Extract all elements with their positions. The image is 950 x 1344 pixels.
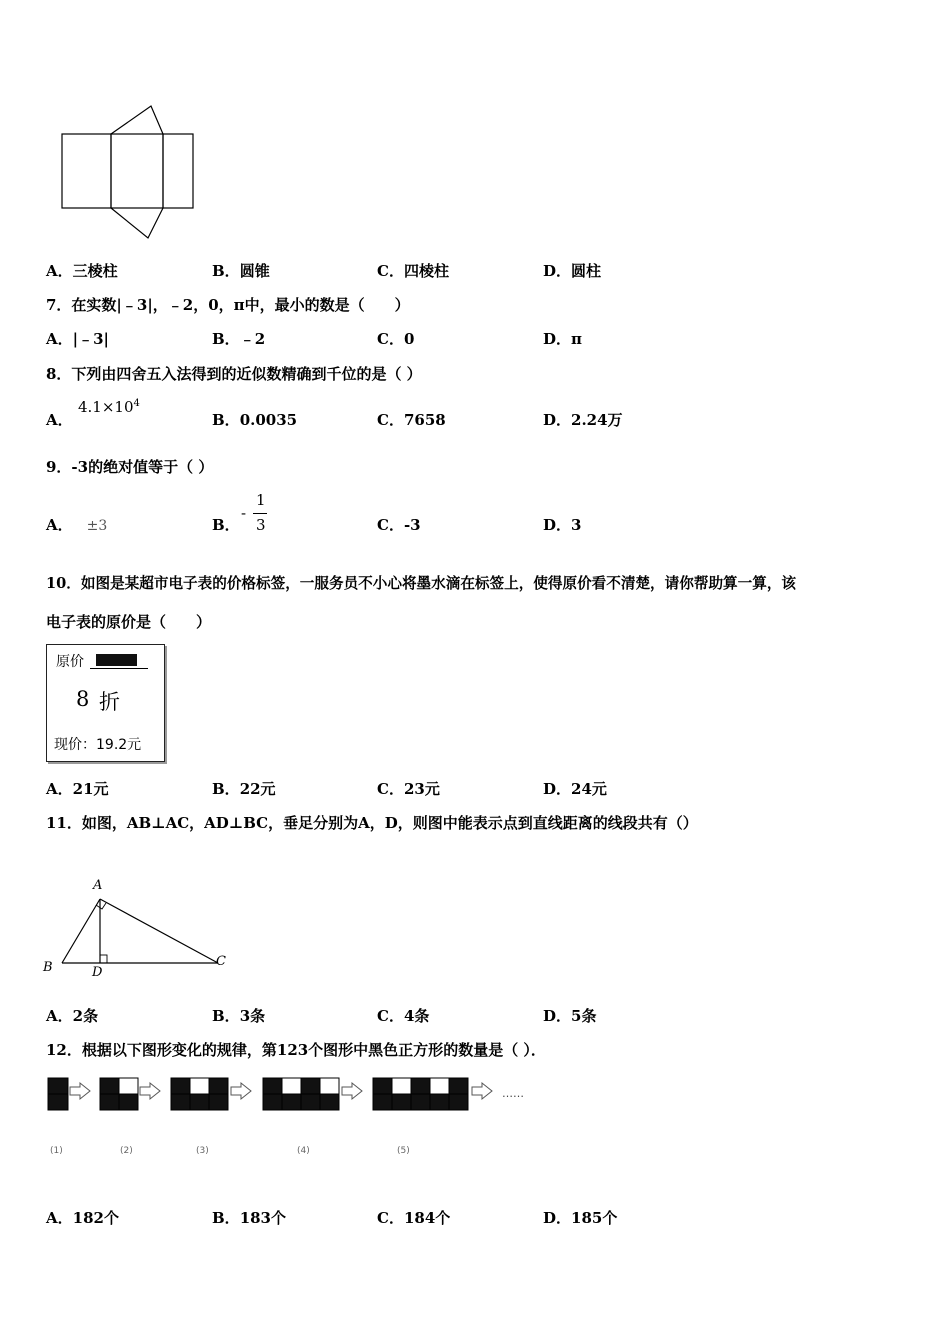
arrow-icon xyxy=(140,1083,160,1099)
q7-option-c[interactable] xyxy=(377,329,414,349)
option-text: 四棱柱 xyxy=(403,262,449,280)
option-text: 圆锥 xyxy=(239,262,270,280)
option-text: |﹣3| xyxy=(72,330,109,348)
option-letter: D． xyxy=(543,262,572,280)
net-triangle-bottom xyxy=(111,208,163,238)
q9-option-a[interactable] xyxy=(46,515,107,536)
q8-option-a[interactable] xyxy=(46,410,73,430)
option-letter: C． xyxy=(377,330,404,348)
option-letter: B． xyxy=(212,330,240,348)
arrow-icon xyxy=(472,1083,492,1099)
net-rectangle-left xyxy=(62,134,111,208)
q9-question: 9．-3的绝对值等于（ ） xyxy=(46,458,214,476)
option-text: 24元 xyxy=(571,780,607,798)
q7-option-b[interactable] xyxy=(212,329,265,349)
scientific-exponent: 4 xyxy=(133,398,140,409)
arrow-icon xyxy=(231,1083,251,1099)
option-text: ﹣2 xyxy=(239,330,266,348)
option-letter: D． xyxy=(543,516,572,534)
side-ac xyxy=(100,899,218,963)
pattern-caption-3: (3) xyxy=(196,1146,209,1156)
q10-option-d[interactable] xyxy=(543,779,607,799)
option-letter: A． xyxy=(46,411,73,429)
q10-question-line1: 10．如图是某超市电子表的价格标签，一服务员不小心将墨水滴在标签上，使得原价看不清楚，请你帮助算一算，该 xyxy=(46,575,797,592)
option-letter: C． xyxy=(377,1209,404,1227)
vertex-label-b: B xyxy=(43,960,53,975)
option-letter: A． xyxy=(46,780,73,798)
net-rectangle-right xyxy=(163,134,193,208)
price-tag-current-price: 现价：19.2元 xyxy=(54,737,142,753)
scientific-base: 4.1×10 xyxy=(78,398,134,416)
option-letter: C． xyxy=(377,411,404,429)
q8-option-d[interactable] xyxy=(543,410,623,430)
q7-option-d[interactable] xyxy=(543,329,582,349)
option-letter: A． xyxy=(46,516,73,534)
option-text: 2.24万 xyxy=(571,411,623,429)
q8-option-c[interactable] xyxy=(377,410,446,430)
pattern-caption-2: (2) xyxy=(120,1146,133,1156)
q8-option-a-expression xyxy=(78,398,140,416)
option-text: 7658 xyxy=(403,411,446,429)
option-text: 184个 xyxy=(403,1209,451,1227)
q11-option-d[interactable] xyxy=(543,1006,596,1026)
option-text: 0.0035 xyxy=(239,411,298,429)
q9-option-c[interactable] xyxy=(377,515,421,535)
price-tag-discount-word: 折 xyxy=(99,690,120,714)
q9-option-b[interactable] xyxy=(212,515,240,535)
pattern-ellipsis: …… xyxy=(502,1087,524,1100)
pattern-4 xyxy=(263,1078,339,1110)
q10-option-b[interactable] xyxy=(212,779,276,799)
price-tag-underline xyxy=(90,668,148,669)
q7-question: 7．在实数|﹣3|，﹣2，0，π中，最小的数是（ ） xyxy=(46,296,410,314)
option-letter: D． xyxy=(543,330,572,348)
pattern-1 xyxy=(48,1078,68,1110)
q11-option-c[interactable] xyxy=(377,1006,429,1026)
pattern-caption-4: (4) xyxy=(297,1146,310,1156)
option-letter: C． xyxy=(377,262,404,280)
option-letter: D． xyxy=(543,1007,572,1025)
q12-question: 12．根据以下图形变化的规律，第123个图形中黑色正方形的数量是（ ）． xyxy=(46,1041,546,1059)
q7-option-a[interactable] xyxy=(46,329,109,349)
q10-option-a[interactable] xyxy=(46,779,109,799)
net-rectangle-middle xyxy=(111,134,163,208)
option-text: 2条 xyxy=(72,1007,99,1025)
option-text: 185个 xyxy=(571,1209,618,1227)
option-letter: D． xyxy=(543,780,572,798)
option-letter: B． xyxy=(212,780,240,798)
q6-option-c[interactable] xyxy=(377,261,449,281)
fraction-denominator: 3 xyxy=(256,516,266,534)
option-letter: B． xyxy=(212,411,240,429)
q8-question: 8．下列由四舍五入法得到的近似数精确到千位的是（ ） xyxy=(46,365,422,383)
option-text: 21元 xyxy=(72,780,109,798)
q12-option-a[interactable] xyxy=(46,1208,119,1228)
pattern-3 xyxy=(171,1078,228,1110)
pattern-2 xyxy=(100,1078,138,1110)
option-text: 三棱柱 xyxy=(72,262,118,280)
option-letter: B． xyxy=(212,516,240,534)
option-letter: B． xyxy=(212,262,240,280)
q9-option-d[interactable] xyxy=(543,515,581,535)
option-letter: D． xyxy=(543,1209,572,1227)
option-text: 182个 xyxy=(72,1209,119,1227)
prism-net-figure xyxy=(55,100,205,245)
side-ab xyxy=(62,899,100,963)
option-letter: D． xyxy=(543,411,572,429)
q12-option-b[interactable] xyxy=(212,1208,286,1228)
fraction-bar xyxy=(253,513,267,514)
vertex-label-c: C xyxy=(216,954,226,969)
price-tag-discount-number: 8 xyxy=(76,687,90,711)
pattern-caption-5: (5) xyxy=(397,1146,410,1156)
option-text: 0 xyxy=(403,330,415,348)
option-letter: A． xyxy=(46,1209,73,1227)
q6-option-a[interactable] xyxy=(46,261,118,281)
option-letter: C． xyxy=(377,516,404,534)
q8-option-b[interactable] xyxy=(212,410,297,430)
pattern-5 xyxy=(373,1078,468,1110)
arrow-icon xyxy=(342,1083,362,1099)
option-text: 3 xyxy=(571,516,582,534)
option-text: 183个 xyxy=(239,1209,286,1227)
right-angle-mark-d xyxy=(100,955,107,963)
option-text: 圆柱 xyxy=(571,262,602,280)
fraction-sign: - xyxy=(241,504,247,522)
option-text: -3 xyxy=(403,516,421,534)
option-text: 4条 xyxy=(403,1007,430,1025)
price-tag xyxy=(46,644,165,762)
price-tag-original-label: 原价 xyxy=(56,654,84,670)
ink-blot xyxy=(96,654,137,666)
option-letter: C． xyxy=(377,1007,404,1025)
q11-option-a[interactable] xyxy=(46,1006,98,1026)
square-pattern-figure xyxy=(46,1075,546,1120)
option-text: ±3 xyxy=(86,518,108,534)
q12-option-d[interactable] xyxy=(543,1208,617,1228)
option-letter: B． xyxy=(212,1209,240,1227)
option-text: 5条 xyxy=(571,1007,597,1025)
option-text: 3条 xyxy=(239,1007,266,1025)
vertex-label-a: A xyxy=(93,878,103,893)
option-letter: A． xyxy=(46,330,73,348)
vertex-label-d: D xyxy=(92,965,103,980)
pattern-caption-1: (1) xyxy=(50,1146,63,1156)
q6-option-d[interactable] xyxy=(543,261,601,281)
q10-option-c[interactable] xyxy=(377,779,440,799)
net-triangle-top xyxy=(111,106,163,134)
option-letter: C． xyxy=(377,780,404,798)
fraction-numerator: 1 xyxy=(256,491,266,509)
option-text: π xyxy=(571,330,582,348)
q9-option-b-fraction xyxy=(241,491,271,537)
option-letter: A． xyxy=(46,262,73,280)
option-letter: B． xyxy=(212,1007,240,1025)
option-text: 23元 xyxy=(403,780,440,798)
q6-option-b[interactable] xyxy=(212,261,270,281)
q11-option-b[interactable] xyxy=(212,1006,265,1026)
option-letter: A． xyxy=(46,1007,73,1025)
q12-option-c[interactable] xyxy=(377,1208,450,1228)
option-text: 22元 xyxy=(239,780,276,798)
q10-question-line2: 电子表的原价是（ ） xyxy=(46,613,212,631)
right-triangle-figure xyxy=(40,870,240,980)
arrow-icon xyxy=(70,1083,90,1099)
q11-question: 11．如图，AB⊥AC，AD⊥BC，垂足分别为A，D，则图中能表示点到直线距离的线段共有（） xyxy=(46,814,698,832)
